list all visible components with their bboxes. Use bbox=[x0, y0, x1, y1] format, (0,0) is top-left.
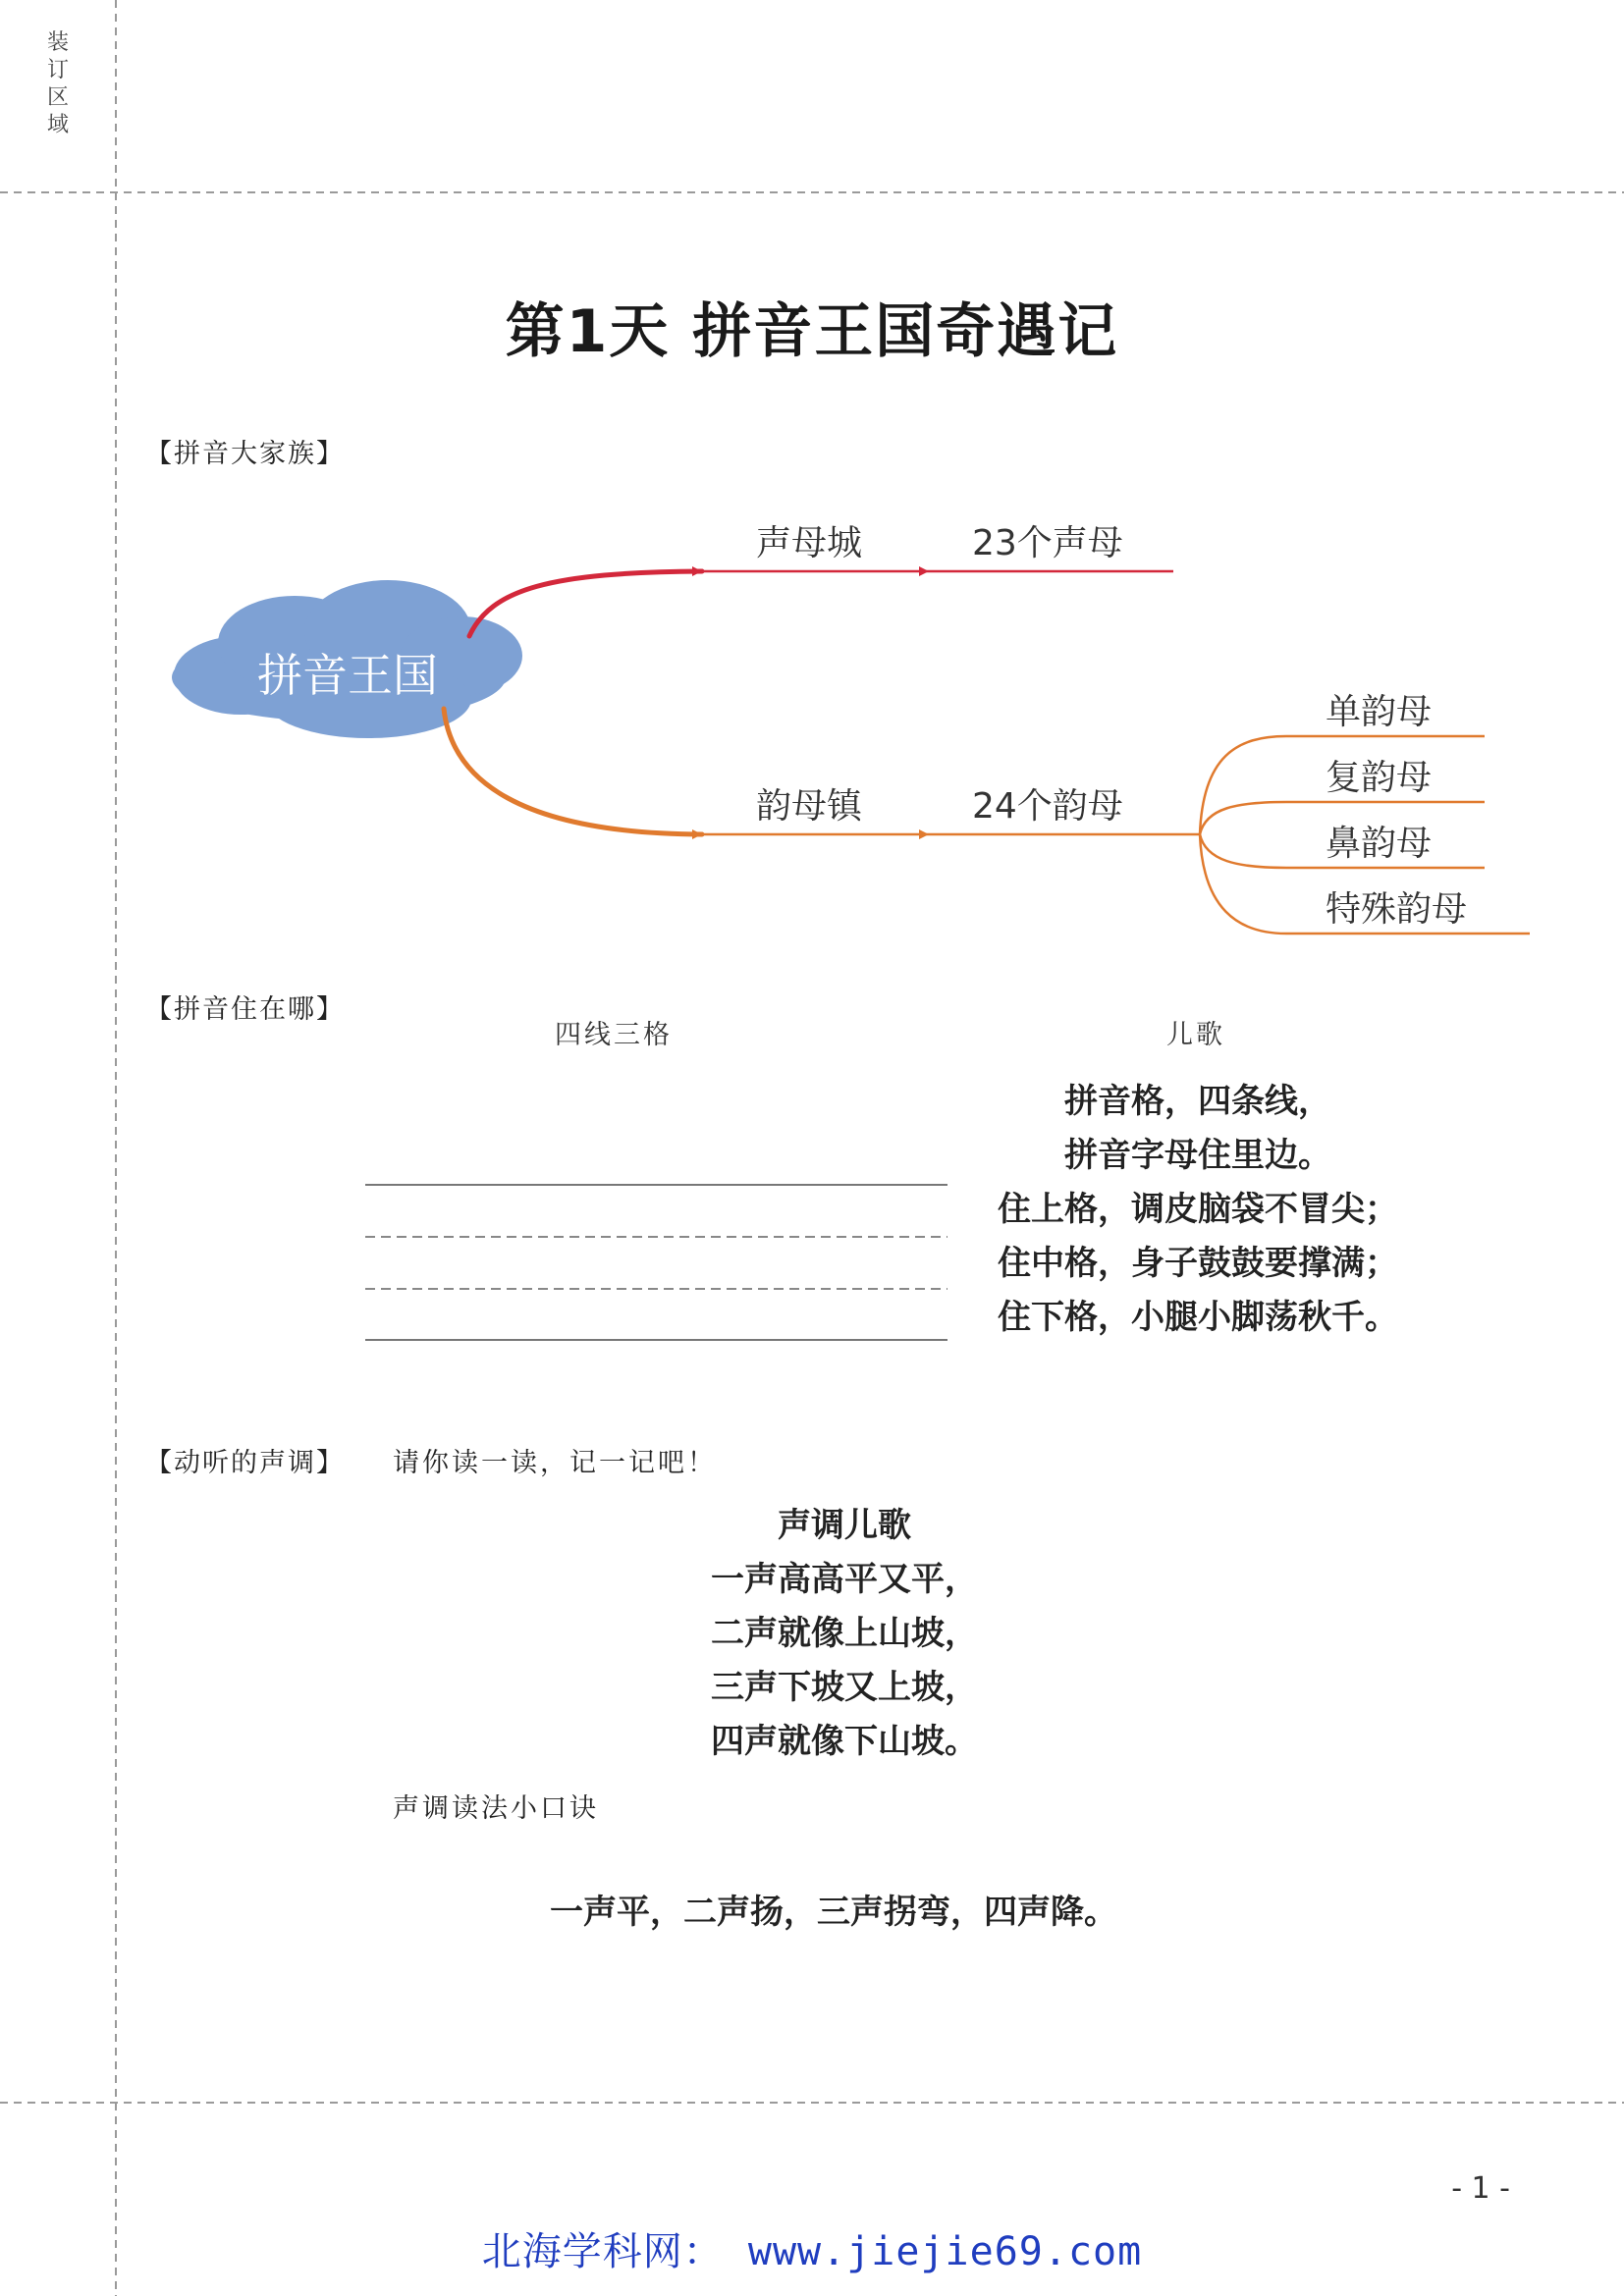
mindmap-finals-count: 24个韵母 bbox=[972, 786, 1123, 827]
tone-tip: 一声平，二声扬，三声拐弯，四声降。 bbox=[550, 1893, 1117, 1932]
rhyme-line: 拼音格，四条线， bbox=[1064, 1082, 1331, 1121]
footer-website: 北海学科网： www.jiejie69.com bbox=[481, 2229, 1143, 2274]
mindmap-branch-initials: 声母城 bbox=[756, 523, 863, 563]
page-title: 第1天 拼音王国奇遇记 bbox=[505, 297, 1119, 366]
mindmap-leaf: 特殊韵母 bbox=[1326, 889, 1468, 930]
rhyme-line: 住中格，身子鼓鼓要撑满； bbox=[998, 1244, 1398, 1283]
rhyme-text bbox=[982, 1075, 1414, 1345]
mindmap-branch-finals: 韵母镇 bbox=[756, 786, 863, 827]
section-label-family: 【拼音大家族】 bbox=[145, 439, 345, 469]
section-label-where: 【拼音住在哪】 bbox=[145, 994, 345, 1025]
binding-area-note: 装订区域 bbox=[46, 30, 69, 137]
rhyme-caption: 儿歌 bbox=[1166, 1020, 1225, 1050]
tone-song-line: 一声高高平又平， bbox=[711, 1560, 978, 1599]
tones-instruction: 请你读一读，记一记吧！ bbox=[393, 1448, 717, 1478]
mindmap-leaf: 单韵母 bbox=[1326, 692, 1433, 732]
mindmap-leaf: 复韵母 bbox=[1326, 758, 1433, 798]
four-line-grid bbox=[363, 1173, 952, 1345]
rhyme-line: 住上格，调皮脑袋不冒尖； bbox=[998, 1190, 1398, 1229]
tone-song-title: 声调儿歌 bbox=[778, 1506, 911, 1545]
tone-song-line: 四声就像下山坡。 bbox=[711, 1722, 978, 1761]
mindmap-initials-count: 23个声母 bbox=[972, 523, 1123, 563]
mindmap-leaf: 鼻韵母 bbox=[1326, 824, 1433, 864]
section-label-tones: 【动听的声调】 bbox=[145, 1448, 345, 1478]
tone-song-line: 二声就像上山坡， bbox=[711, 1614, 978, 1653]
tone-tip-label: 声调读法小口诀 bbox=[393, 1793, 599, 1824]
tone-song-line: 三声下坡又上坡， bbox=[711, 1668, 978, 1707]
mindmap-root: 拼音王国 bbox=[257, 649, 438, 702]
four-line-caption: 四线三格 bbox=[555, 1020, 673, 1050]
rhyme-line: 拼音字母住里边。 bbox=[1064, 1136, 1331, 1175]
rhyme-line: 住下格，小腿小脚荡秋千。 bbox=[998, 1298, 1398, 1337]
page-number: - 1 - bbox=[1451, 2171, 1510, 2206]
tone-song bbox=[648, 1499, 1041, 1769]
